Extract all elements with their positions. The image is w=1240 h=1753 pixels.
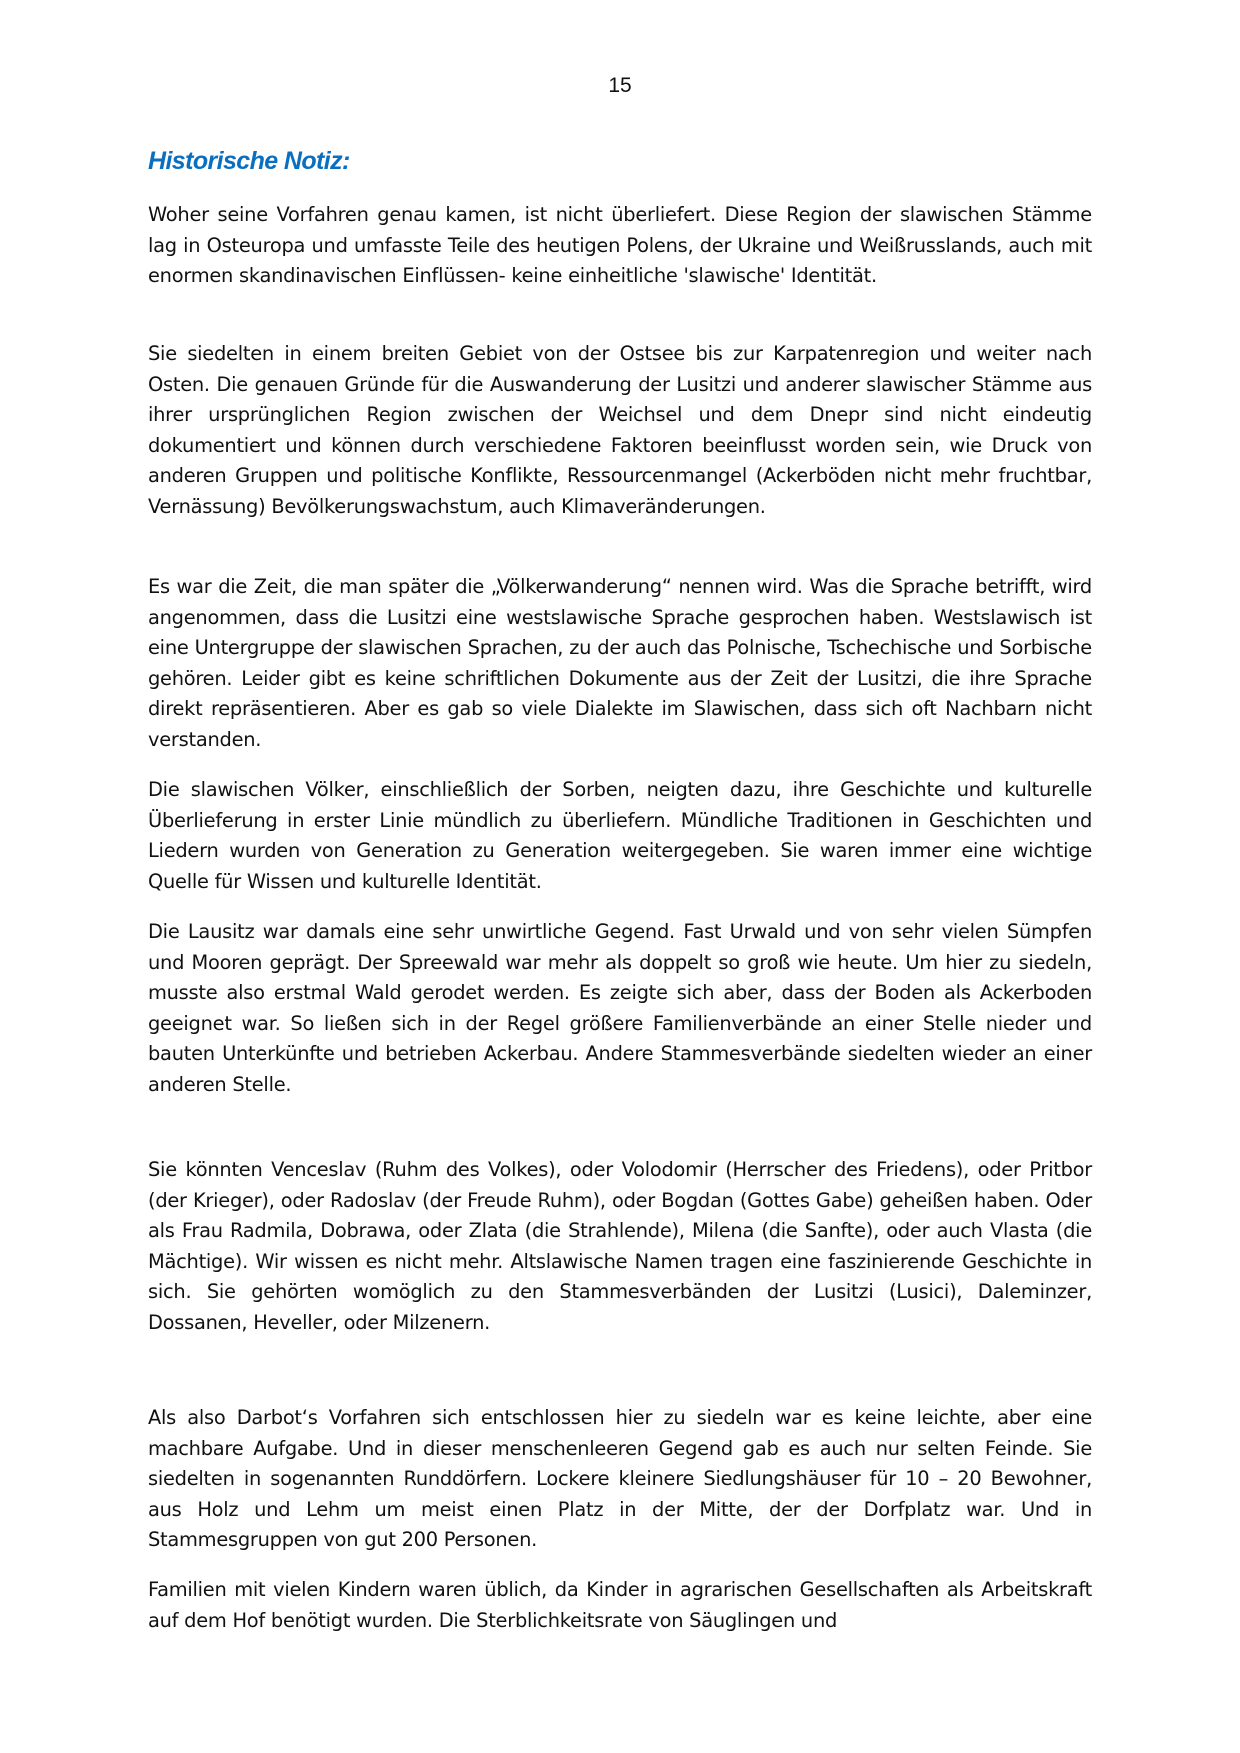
paragraph-lausitz-landscape: Die Lausitz war damals eine sehr unwirtliche Gegend. Fast Urwald und von sehr vielen Sümpfen und Mooren geprägt. Der Spreewald war mehr als doppelt so groß wie heute. Um hier zu siedeln, musste also erstmal Wald gerodet werden. Es zeigte sich aber, dass der Boden als Ackerboden geeignet war. So ließen sich in der Regel größere Familienverbände an einer Stelle nieder und bauten Unterkünfte und betrieben Ackerbau. Andere Stammesverbände siedelten wieder an einer anderen Stelle. xyxy=(148,920,1092,1096)
paragraph-migration-reasons: Sie siedelten in einem breiten Gebiet von der Ostsee bis zur Karpatenregion und weiter nach Osten. Die genauen Gründe für die Auswanderung der Lusitzi und anderer slawischer Stämme aus ihrer ursprünglichen Region zwischen der Weichsel und dem Dnepr sind nicht eindeutig dokumentiert und können durch verschiedene Faktoren beeinflusst worden sein, wie Druck von anderen Gruppen und politische Konflikte, Ressourcenmangel (Ackerböden nicht mehr fruchtbar, Vernässung) Bevölkerungswachstum, auch Klimaveränderungen. xyxy=(148,342,1092,518)
paragraph-oral-tradition: Die slawischen Völker, einschließlich der Sorben, neigten dazu, ihre Geschichte und kulturelle Überlieferung in erster Linie mündlich zu überliefern. Mündliche Traditionen in Geschichten und Liedern wurden von Generation zu Generation weitergegeben. Sie waren immer eine wichtige Quelle für Wissen und kulturelle Identität. xyxy=(148,778,1092,893)
paragraph-settlements: Als also Darbot‘s Vorfahren sich entschlossen hier zu siedeln war es keine leichte, aber eine machbare Aufgabe. Und in dieser menschenleeren Gegend gab es auch nur selten Feinde. Sie siedelten in sogenannten Runddörfern. Lockere kleinere Siedlungshäuser für 10 – 20 Bewohner, aus Holz und Lehm um meist einen Platz in der Mitte, der der Dorfplatz war. Und in Stammesgruppen von gut 200 Personen. xyxy=(148,1406,1092,1552)
paragraph-language: Es war die Zeit, die man später die „Völkerwanderung“ nennen wird. Was die Sprache betrifft, wird angenommen, dass die Lusitzi eine westslawische Sprache gesprochen haben. Westslawisch ist eine Untergruppe der slawischen Sprachen, zu der auch das Polnische, Tschechische und Sorbische gehören. Leider gibt es keine schriftlichen Dokumente aus der Zeit der Lusitzi, die ihre Sprache direkt repräsentieren. Aber es gab so viele Dialekte im Slawischen, dass sich oft Nachbarn nicht verstanden. xyxy=(148,575,1092,751)
paragraph-origins: Woher seine Vorfahren genau kamen, ist nicht überliefert. Diese Region der slawischen Stämme lag in Osteuropa und umfasste Teile des heutigen Polens, der Ukraine und Weißrusslands, auch mit enormen skandinavischen Einflüssen- keine einheitliche 'slawische' Identität. xyxy=(148,203,1092,288)
paragraph-families: Familien mit vielen Kindern waren üblich, da Kinder in agrarischen Gesellschaften als Arbeitskraft auf dem Hof benötigt wurden. Die Sterblichkeitsrate von Säuglingen und xyxy=(148,1578,1092,1632)
page-number: 15 xyxy=(608,74,632,97)
paragraph-slavic-names: Sie könnten Venceslav (Ruhm des Volkes), oder Volodomir (Herrscher des Friedens), oder Pritbor (der Krieger), oder Radoslav (der Freude Ruhm), oder Bogdan (Gottes Gabe) geheißen haben. Oder als Frau Radmila, Dobrawa, oder Zlata (die Strahlende), Milena (die Sanfte), oder auch Vlasta (die Mächtige). Wir wissen es nicht mehr. Altslawische Namen tragen eine faszinierende Geschichte in sich. Sie gehörten womöglich zu den Stammesverbänden der Lusitzi (Lusici), Daleminzer, Dossanen, Heveller, oder Milzenern. xyxy=(148,1158,1092,1334)
section-heading: Historische Notiz: xyxy=(148,147,350,175)
